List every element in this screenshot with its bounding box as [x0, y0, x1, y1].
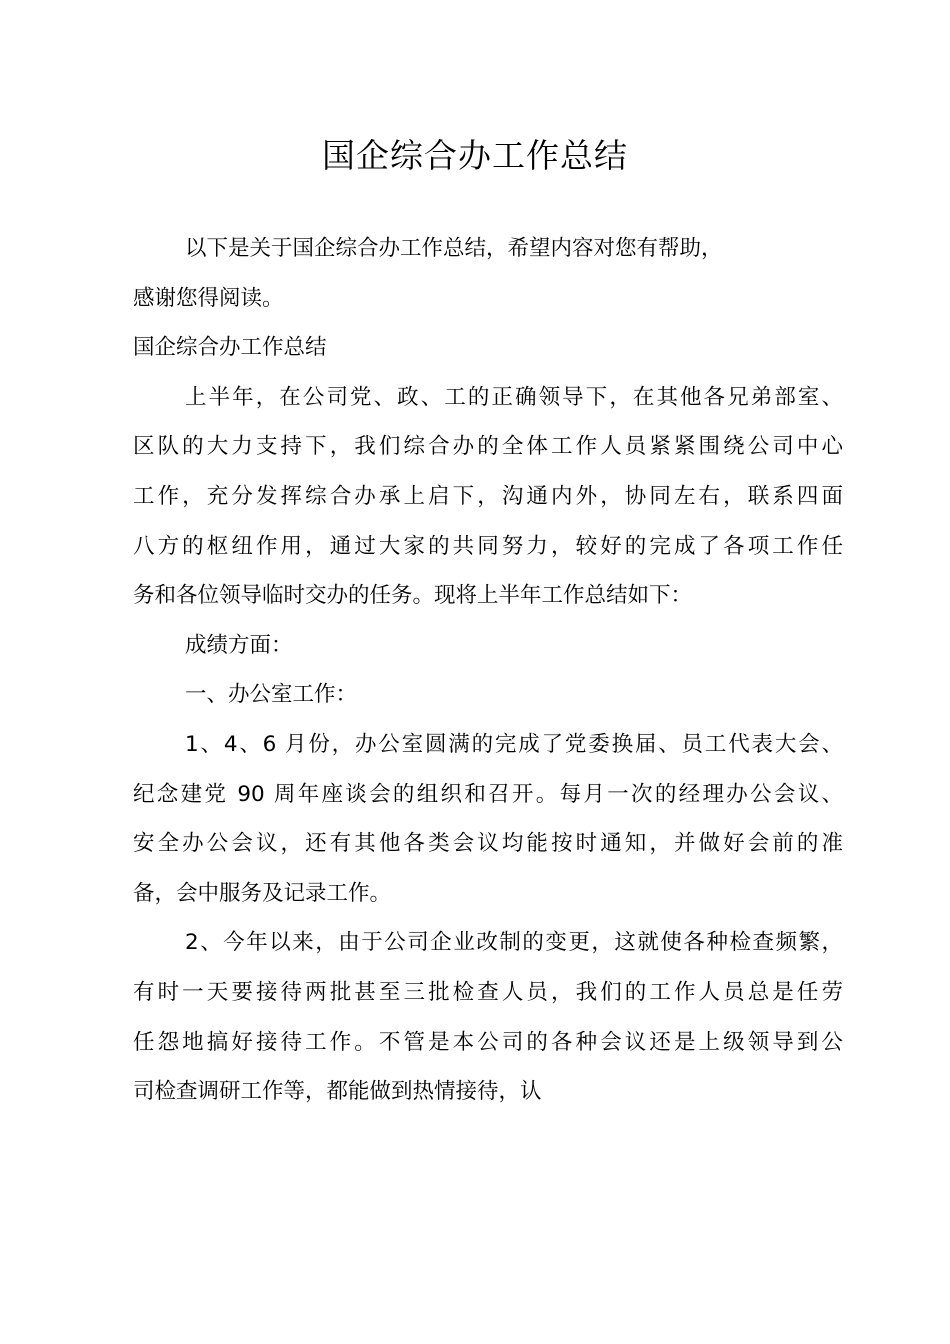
paragraph-line: 2、今年以来，由于公司企业改制的变更，这就使各种检查频繁， [185, 930, 843, 956]
document-title: 国企综合办工作总结 [322, 136, 628, 175]
subheading-office-work: 一、办公室工作： [185, 682, 358, 708]
paragraph-line: 八方的枢纽作用，通过大家的共同努力，较好的完成了各项工作任 [133, 533, 843, 559]
document-body [133, 224, 843, 1117]
subheading-achievements: 成绩方面： [185, 632, 293, 658]
paragraph-line: 纪念建党 90 周年座谈会的组织和召开。每月一次的经理办公会议、 [133, 781, 843, 807]
paragraph-line: 区队的大力支持下，我们综合办的全体工作人员紧紧围绕公司中心 [133, 434, 843, 460]
paragraph-line: 上半年，在公司党、政、工的正确领导下，在其他各兄弟部室、 [185, 384, 843, 410]
intro-line-1: 以下是关于国企综合办工作总结，希望内容对您有帮助， [185, 236, 723, 261]
paragraph-line: 务和各位领导临时交办的任务。现将上半年工作总结如下： [133, 583, 693, 609]
paragraph-line: 备，会中服务及记录工作。 [133, 880, 392, 906]
paragraph-line: 司检查调研工作等，都能做到热情接待，认 [133, 1079, 542, 1105]
paragraph-line: 工作，充分发挥综合办承上启下，沟通内外，协同左右，联系四面 [133, 483, 843, 509]
section-heading: 国企综合办工作总结 [133, 335, 327, 361]
paragraph-line: 安全办公会议，还有其他各类会议均能按时通知，并做好会前的准 [133, 831, 843, 857]
intro-line-2: 感谢您得阅读。 [133, 285, 284, 311]
paragraph-line: 有时一天要接待两批甚至三批检查人员，我们的工作人员总是任劳 [133, 979, 843, 1005]
paragraph-line: 任怨地搞好接待工作。不管是本公司的各种会议还是上级领导到公 [133, 1029, 843, 1055]
paragraph-line: 1、4、6 月份，办公室圆满的完成了党委换届、员工代表大会、 [185, 731, 843, 757]
